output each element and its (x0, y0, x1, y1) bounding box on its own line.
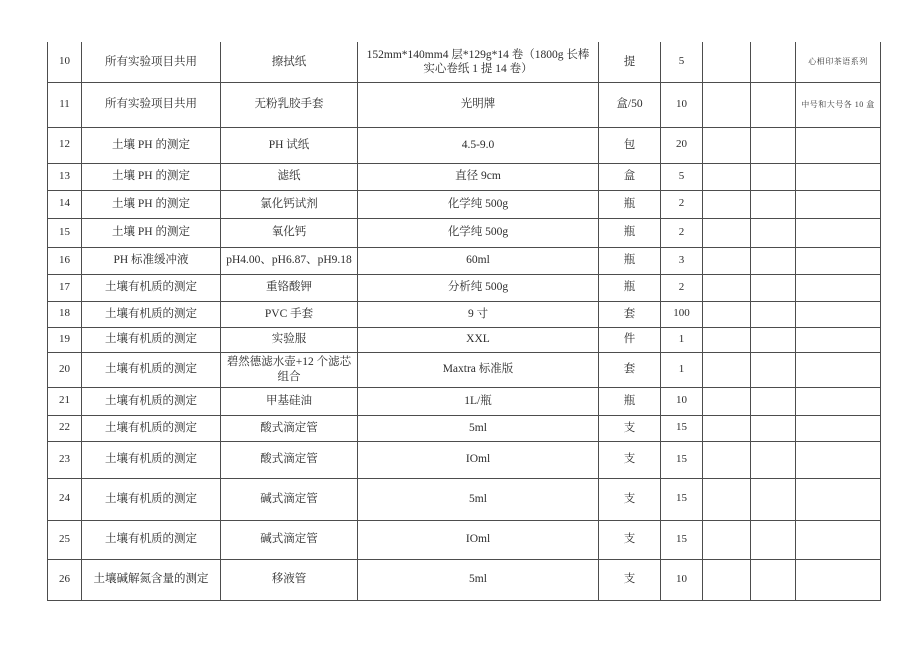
cell-remark (796, 415, 881, 441)
cell-blank1 (703, 127, 751, 163)
cell-spec: 60ml (358, 247, 599, 274)
cell-qty: 1 (661, 352, 703, 387)
cell-unit: 盒/50 (599, 82, 661, 127)
cell-unit: 套 (599, 301, 661, 327)
table-row (48, 163, 881, 190)
cell-blank1 (703, 247, 751, 274)
cell-no: 11 (48, 82, 82, 127)
cell-qty: 100 (661, 301, 703, 327)
cell-blank1 (703, 559, 751, 600)
cell-no: 10 (48, 42, 82, 82)
cell-unit: 瓶 (599, 247, 661, 274)
cell-qty: 15 (661, 441, 703, 478)
cell-qty: 3 (661, 247, 703, 274)
cell-spec: IOml (358, 441, 599, 478)
table-row (48, 327, 881, 352)
cell-blank2 (751, 42, 796, 82)
cell-blank2 (751, 441, 796, 478)
cell-qty: 5 (661, 163, 703, 190)
cell-item: 碱式滴定管 (221, 478, 358, 520)
cell-no: 13 (48, 163, 82, 190)
cell-blank1 (703, 387, 751, 415)
cell-unit: 提 (599, 42, 661, 82)
cell-remark (796, 127, 881, 163)
table-row (48, 218, 881, 247)
cell-spec: Maxtra 标准版 (358, 352, 599, 387)
cell-remark (796, 274, 881, 301)
cell-blank2 (751, 352, 796, 387)
cell-unit: 瓶 (599, 387, 661, 415)
cell-blank2 (751, 478, 796, 520)
cell-blank1 (703, 415, 751, 441)
cell-project: 所有实验项目共用 (82, 42, 221, 82)
cell-item: 移液管 (221, 559, 358, 600)
cell-spec: 直径 9cm (358, 163, 599, 190)
cell-unit: 瓶 (599, 218, 661, 247)
cell-remark (796, 190, 881, 218)
cell-remark (796, 247, 881, 274)
cell-blank1 (703, 274, 751, 301)
cell-blank1 (703, 327, 751, 352)
cell-item: 实验服 (221, 327, 358, 352)
table-row (48, 82, 881, 127)
cell-item: pH4.00、pH6.87、pH9.18 (221, 247, 358, 274)
cell-item: 无粉乳胶手套 (221, 82, 358, 127)
cell-item: PVC 手套 (221, 301, 358, 327)
cell-blank2 (751, 274, 796, 301)
cell-blank2 (751, 387, 796, 415)
cell-unit: 支 (599, 415, 661, 441)
cell-project: 土壤有机质的测定 (82, 478, 221, 520)
cell-project: 土壤有机质的测定 (82, 352, 221, 387)
cell-unit: 瓶 (599, 274, 661, 301)
cell-blank2 (751, 301, 796, 327)
cell-spec: 5ml (358, 478, 599, 520)
cell-blank1 (703, 520, 751, 559)
cell-blank2 (751, 520, 796, 559)
cell-unit: 套 (599, 352, 661, 387)
cell-blank2 (751, 327, 796, 352)
cell-no: 15 (48, 218, 82, 247)
cell-no: 23 (48, 441, 82, 478)
cell-spec: 9 寸 (358, 301, 599, 327)
cell-qty: 10 (661, 82, 703, 127)
cell-qty: 15 (661, 478, 703, 520)
cell-no: 24 (48, 478, 82, 520)
cell-unit: 支 (599, 441, 661, 478)
cell-blank2 (751, 559, 796, 600)
cell-spec: XXL (358, 327, 599, 352)
cell-blank1 (703, 163, 751, 190)
cell-blank2 (751, 163, 796, 190)
cell-blank2 (751, 190, 796, 218)
cell-project: 土壤有机质的测定 (82, 387, 221, 415)
cell-spec: 分析纯 500g (358, 274, 599, 301)
cell-remark (796, 559, 881, 600)
cell-blank2 (751, 415, 796, 441)
cell-project: 土壤有机质的测定 (82, 327, 221, 352)
cell-project: 土壤碱解氮含量的测定 (82, 559, 221, 600)
cell-spec: 化学纯 500g (358, 218, 599, 247)
table-row (48, 352, 881, 387)
table-row (48, 127, 881, 163)
cell-no: 19 (48, 327, 82, 352)
cell-project: 土壤有机质的测定 (82, 520, 221, 559)
cell-remark (796, 387, 881, 415)
cell-item: 酸式滴定管 (221, 441, 358, 478)
cell-qty: 1 (661, 327, 703, 352)
table-row (48, 190, 881, 218)
cell-qty: 5 (661, 42, 703, 82)
cell-no: 21 (48, 387, 82, 415)
cell-blank2 (751, 218, 796, 247)
table-row (48, 247, 881, 274)
cell-qty: 15 (661, 415, 703, 441)
cell-no: 25 (48, 520, 82, 559)
cell-blank2 (751, 82, 796, 127)
cell-project: 土壤 PH 的测定 (82, 218, 221, 247)
cell-remark (796, 441, 881, 478)
cell-qty: 20 (661, 127, 703, 163)
cell-project: PH 标准缓冲液 (82, 247, 221, 274)
cell-remark (796, 520, 881, 559)
cell-project: 土壤 PH 的测定 (82, 190, 221, 218)
cell-remark (796, 163, 881, 190)
cell-item: 重铬酸钾 (221, 274, 358, 301)
cell-qty: 10 (661, 559, 703, 600)
cell-blank1 (703, 218, 751, 247)
cell-spec: 1L/瓶 (358, 387, 599, 415)
cell-qty: 10 (661, 387, 703, 415)
cell-unit: 盒 (599, 163, 661, 190)
cell-spec: 化学纯 500g (358, 190, 599, 218)
cell-spec: 152mm*140mm4 层*129g*14 卷（1800g 长棒实心卷纸 1 提 14 卷） (358, 42, 599, 82)
cell-item: 酸式滴定管 (221, 415, 358, 441)
table-row (48, 415, 881, 441)
table-row (48, 559, 881, 600)
cell-item: 氯化钙试剂 (221, 190, 358, 218)
cell-blank1 (703, 352, 751, 387)
table-row (48, 520, 881, 559)
cell-item: 甲基硅油 (221, 387, 358, 415)
cell-project: 所有实验项目共用 (82, 82, 221, 127)
cell-remark (796, 218, 881, 247)
cell-no: 16 (48, 247, 82, 274)
cell-blank1 (703, 441, 751, 478)
table-row (48, 42, 881, 82)
cell-blank2 (751, 247, 796, 274)
cell-item: PH 试纸 (221, 127, 358, 163)
cell-project: 土壤有机质的测定 (82, 274, 221, 301)
table-body (48, 42, 881, 600)
cell-project: 土壤有机质的测定 (82, 441, 221, 478)
cell-blank1 (703, 190, 751, 218)
cell-no: 22 (48, 415, 82, 441)
cell-qty: 2 (661, 218, 703, 247)
cell-remark (796, 478, 881, 520)
cell-remark (796, 301, 881, 327)
cell-project: 土壤有机质的测定 (82, 301, 221, 327)
cell-blank1 (703, 301, 751, 327)
cell-spec: 5ml (358, 415, 599, 441)
cell-blank1 (703, 42, 751, 82)
cell-remark (796, 327, 881, 352)
cell-remark (796, 352, 881, 387)
cell-item: 滤纸 (221, 163, 358, 190)
cell-spec: 光明牌 (358, 82, 599, 127)
cell-spec: 4.5-9.0 (358, 127, 599, 163)
cell-no: 14 (48, 190, 82, 218)
table-row (48, 387, 881, 415)
cell-project: 土壤 PH 的测定 (82, 127, 221, 163)
table-row (48, 301, 881, 327)
cell-project: 土壤 PH 的测定 (82, 163, 221, 190)
cell-unit: 包 (599, 127, 661, 163)
cell-no: 17 (48, 274, 82, 301)
cell-remark: 心相印茶语系列 (796, 42, 881, 82)
cell-no: 26 (48, 559, 82, 600)
cell-blank2 (751, 127, 796, 163)
cell-unit: 支 (599, 520, 661, 559)
cell-remark: 中号和大号各 10 盒 (796, 82, 881, 127)
table-row (48, 441, 881, 478)
cell-unit: 瓶 (599, 190, 661, 218)
cell-blank1 (703, 478, 751, 520)
cell-unit: 件 (599, 327, 661, 352)
table-row (48, 274, 881, 301)
cell-blank1 (703, 82, 751, 127)
cell-item: 碧然德滤水壶+12 个滤芯组合 (221, 352, 358, 387)
cell-item: 擦拭纸 (221, 42, 358, 82)
lab-supply-table (47, 42, 881, 601)
cell-unit: 支 (599, 559, 661, 600)
cell-qty: 15 (661, 520, 703, 559)
cell-spec: IOml (358, 520, 599, 559)
cell-qty: 2 (661, 274, 703, 301)
cell-no: 12 (48, 127, 82, 163)
cell-project: 土壤有机质的测定 (82, 415, 221, 441)
cell-spec: 5ml (358, 559, 599, 600)
cell-qty: 2 (661, 190, 703, 218)
cell-no: 18 (48, 301, 82, 327)
cell-unit: 支 (599, 478, 661, 520)
table-row (48, 478, 881, 520)
cell-item: 氧化钙 (221, 218, 358, 247)
cell-no: 20 (48, 352, 82, 387)
cell-item: 碱式滴定管 (221, 520, 358, 559)
